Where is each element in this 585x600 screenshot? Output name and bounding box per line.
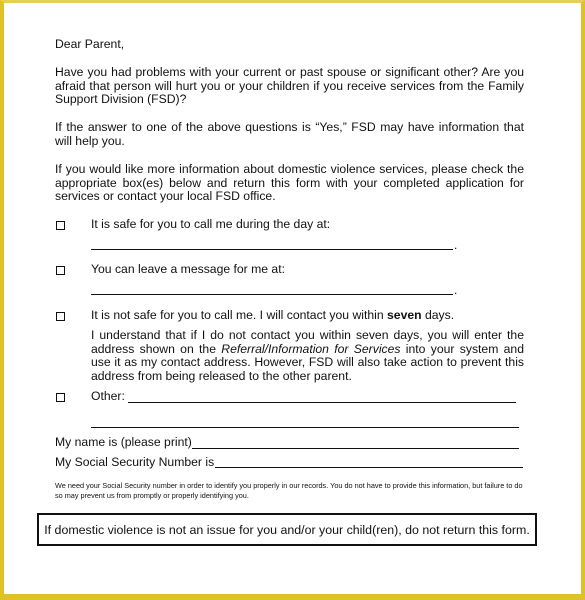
name-line[interactable]: [192, 448, 519, 449]
seven-emphasis: seven: [387, 308, 422, 322]
paragraph-more-info: If you would like more information about domestic violence services, please check the appropriate box(es) below and return this form with your completed application for services or contact your local FSD office.: [55, 162, 524, 204]
checkbox-not-safe[interactable]: [56, 312, 65, 321]
salutation: Dear Parent,: [55, 37, 125, 51]
return-notice-box: [37, 513, 537, 546]
line-period: .: [454, 283, 458, 297]
checkbox-other[interactable]: [56, 393, 65, 402]
line-period: .: [454, 238, 458, 252]
message-phone-line[interactable]: [91, 294, 453, 295]
option-other-label: Other:: [91, 389, 125, 403]
option-message-label: You can leave a message for me at:: [91, 262, 285, 276]
referral-form-name: Referral/Information for Services: [221, 341, 401, 356]
checkbox-day-call[interactable]: [56, 221, 65, 230]
ssn-line[interactable]: [215, 467, 523, 468]
other-line-2[interactable]: [91, 427, 519, 428]
option-not-safe-label: It is not safe for you to call me. I will contact you within seven days.: [91, 308, 455, 322]
ssn-label: My Social Security Number is: [55, 455, 215, 469]
option-day-call-label: It is safe for you to call me during the day at:: [91, 217, 331, 231]
paragraph-problems: Have you had problems with your current or past spouse or significant other? Are you afraid that person will hurt you or your children if you receive services from the Family Support Division (FSD)?: [55, 65, 524, 107]
checkbox-leave-message[interactable]: [56, 266, 65, 275]
other-line-1[interactable]: [128, 402, 516, 403]
day-phone-line[interactable]: [91, 249, 453, 250]
return-notice-text: If domestic violence is not an issue for you and/or your child(ren), do not return this form.: [44, 522, 530, 537]
understand-paragraph: I understand that if I do not contact you within seven days, you will enter the address shown on the Referral/Information for Services into your system and use it as my contact address. However, FSD will also take action to prevent this address from being released to the other parent.: [91, 328, 524, 383]
name-label: My name is (please print): [55, 435, 192, 449]
paragraph-answer: If the answer to one of the above questions is “Yes,” FSD may have information that will help you.: [55, 120, 524, 148]
privacy-notice: We need your Social Security number in order to identify you properly in our records. You do not have to provide this information, but failure to do so may prevent us from promptly or properly identifying you.: [55, 481, 523, 500]
